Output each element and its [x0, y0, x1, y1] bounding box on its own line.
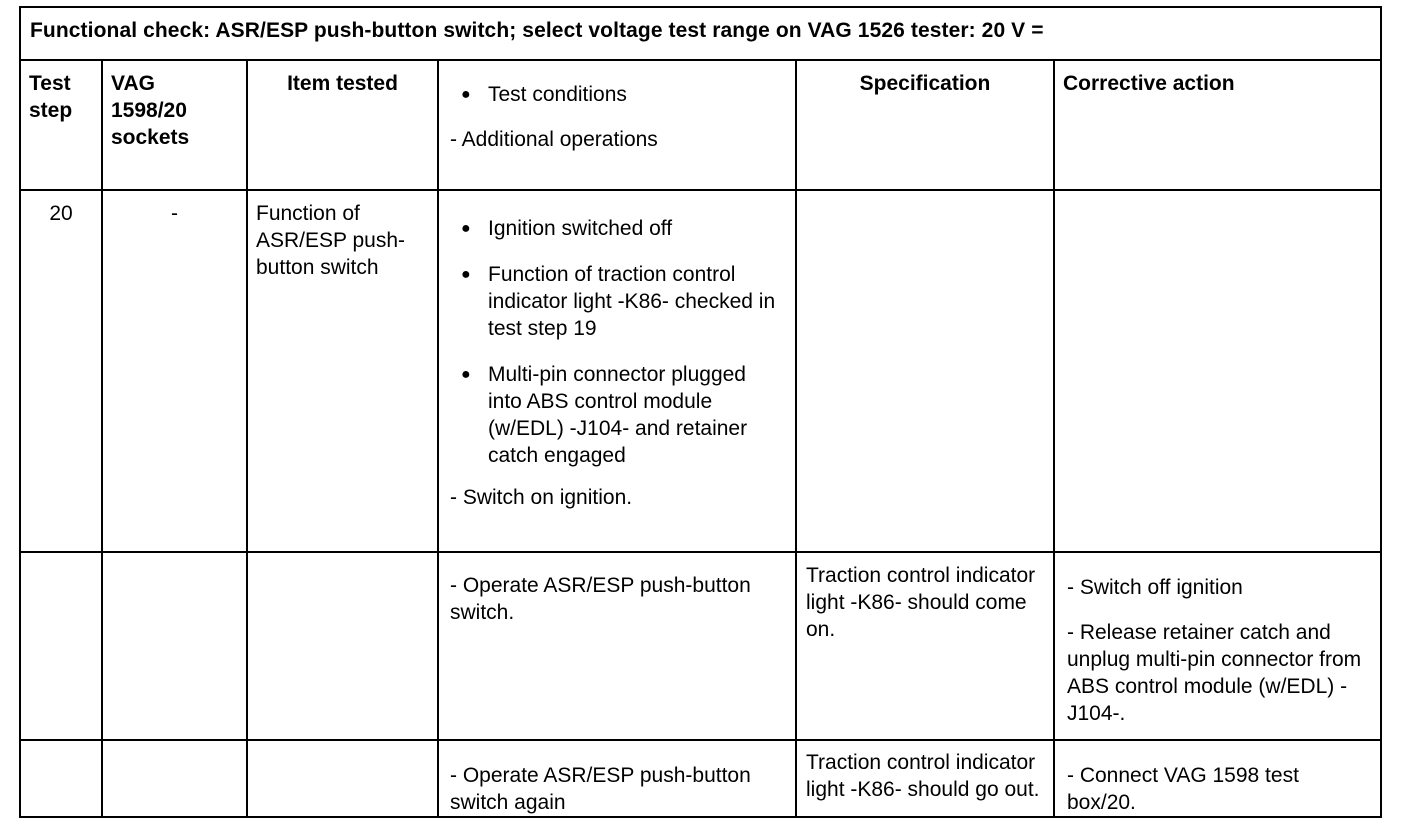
corrective-step: - Release retainer catch and unplug multi-pin connector from ABS control module (w/EDL) -J104-.: [1067, 621, 1362, 725]
list-item: [439, 361, 783, 469]
row-3-specification: Traction control indicator light -K86- should go out.: [796, 740, 1054, 817]
row-3-sockets: [102, 740, 247, 817]
header-conditions-list: [439, 81, 783, 108]
row-2-corrective: [1054, 552, 1381, 740]
corrective-step: - Connect VAG 1598 test box/20.: [1067, 764, 1299, 814]
header-sockets-line-2: 1598/20: [111, 99, 187, 122]
header-test-step-line-2: step: [29, 99, 73, 122]
row-2-operation: - Operate ASR/ESP push-button switch.: [438, 552, 796, 740]
header-specification-label: Specification: [859, 72, 991, 95]
row-1-conditions: [438, 190, 796, 552]
list-item: [439, 215, 783, 242]
title-row: [20, 7, 1381, 60]
bullet-dot-icon: ●: [461, 220, 471, 237]
header-sockets-line-1: VAG: [111, 72, 155, 95]
header-corrective-action: [1054, 60, 1381, 190]
row-2-sockets: [102, 552, 247, 740]
row-3-operation: - Operate ASR/ESP push-button switch again: [438, 740, 796, 817]
row-2-specification: Traction control indicator light -K86- should come on.: [796, 552, 1054, 740]
row-1-sockets: -: [102, 190, 247, 552]
header-item-tested-label: Item tested: [287, 72, 398, 95]
row-1-operation: - Switch on ignition.: [450, 486, 633, 509]
bullet-dot-icon: ●: [461, 366, 471, 383]
table-title: Functional check: ASR/ESP push-button switch; select voltage test range on VAG 1526 tester: 20 V =: [20, 7, 1381, 60]
corrective-step: - Switch off ignition: [1067, 576, 1243, 599]
header-operations-label: - Additional operations: [450, 128, 658, 151]
test-table: [19, 6, 1382, 818]
condition-text: Function of traction control indicator light -K86- checked in test step 19: [488, 263, 776, 340]
header-item-tested: [247, 60, 438, 190]
row-3-step: [20, 740, 102, 817]
row-3-item: [247, 740, 438, 817]
condition-text: Ignition switched off: [488, 217, 673, 240]
row-1-item: Function of ASR/ESP push-button switch: [247, 190, 438, 552]
header-row: [20, 60, 1381, 190]
row-2-step: [20, 552, 102, 740]
row-1-conditions-list: [439, 215, 783, 469]
header-corrective-action-label: Corrective action: [1063, 72, 1235, 95]
bullet-dot-icon: ●: [461, 266, 471, 283]
header-conditions: [438, 60, 796, 190]
header-specification: [796, 60, 1054, 190]
row-2-item: [247, 552, 438, 740]
header-test-step-line-1: Test: [29, 72, 71, 95]
row-1-step: 20: [20, 190, 102, 552]
list-item: [439, 261, 783, 342]
table-row: [20, 740, 1381, 817]
header-conditions-label: Test conditions: [488, 83, 627, 106]
bullet-dot-icon: ●: [461, 86, 471, 103]
row-3-corrective: [1054, 740, 1381, 817]
table-row: [20, 190, 1381, 552]
header-conditions-bullet: [439, 81, 783, 108]
condition-text: Multi-pin connector plugged into ABS control module (w/EDL) -J104- and retainer catch engaged: [488, 363, 748, 467]
header-test-step: [20, 60, 102, 190]
table-row: [20, 552, 1381, 740]
header-sockets: [102, 60, 247, 190]
row-1-corrective: [1054, 190, 1381, 552]
row-1-specification: [796, 190, 1054, 552]
header-sockets-line-3: sockets: [111, 126, 190, 149]
